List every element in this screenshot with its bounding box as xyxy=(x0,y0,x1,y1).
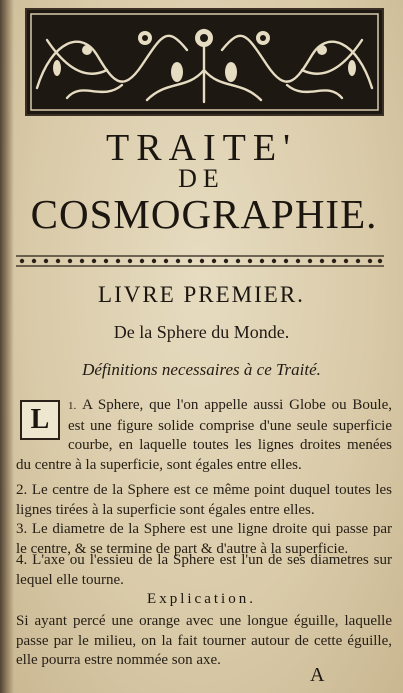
chapter-subtitle: De la Sphere du Monde. xyxy=(113,322,290,342)
dropcap-glyph: L xyxy=(30,404,50,435)
title-line-1: TRAITE' xyxy=(106,127,297,169)
definition-text: 2. Le centre de la Sphere est ce même point duquel toutes les lignes tirées à la superficie sont égales entre elles. xyxy=(16,482,392,518)
explication-text xyxy=(16,612,392,671)
definition-4 xyxy=(16,551,392,590)
title-line-3: COSMOGRAPHIE. xyxy=(30,191,378,237)
definition-text: A Sphere, que l'on appelle aussi Globe ou Boule, est une figure solide comprise d'une seule superficie courbe, en laquelle toutes les lignes droites menées du centre à la superficie, sont égales entre elles. xyxy=(16,397,393,473)
definition-text: 3. Le diametre de la Sphere est une ligne droite qui passe par le centre, & se termine de part & d'autre à la superficie. xyxy=(16,521,392,557)
definition-2 xyxy=(16,481,392,520)
title-line-2: DE xyxy=(178,164,225,193)
section-heading: Définitions necessaires à ce Traité. xyxy=(82,360,321,379)
definition-marker: 1. xyxy=(68,400,77,412)
dropcap-letter xyxy=(20,400,60,440)
explication-body: Si ayant percé une orange avec une longue éguille, laquelle passe par le milieu, on la fait tourner autour de cette éguille, elle pourra estre nommée son axe. xyxy=(16,613,392,668)
explication-heading: Explication. xyxy=(147,591,256,607)
definition-1 xyxy=(16,396,392,475)
floral-headpiece-icon xyxy=(25,8,384,116)
gutter-shadow xyxy=(0,0,14,693)
ornamental-divider-icon xyxy=(14,253,386,267)
definition-text: 4. L'axe ou l'essieu de la Sphere est l'un de ses diametres sur lequel elle tourne. xyxy=(16,552,392,588)
book-heading: LIVRE PREMIER. xyxy=(98,282,305,307)
signature-mark: A xyxy=(310,664,325,686)
